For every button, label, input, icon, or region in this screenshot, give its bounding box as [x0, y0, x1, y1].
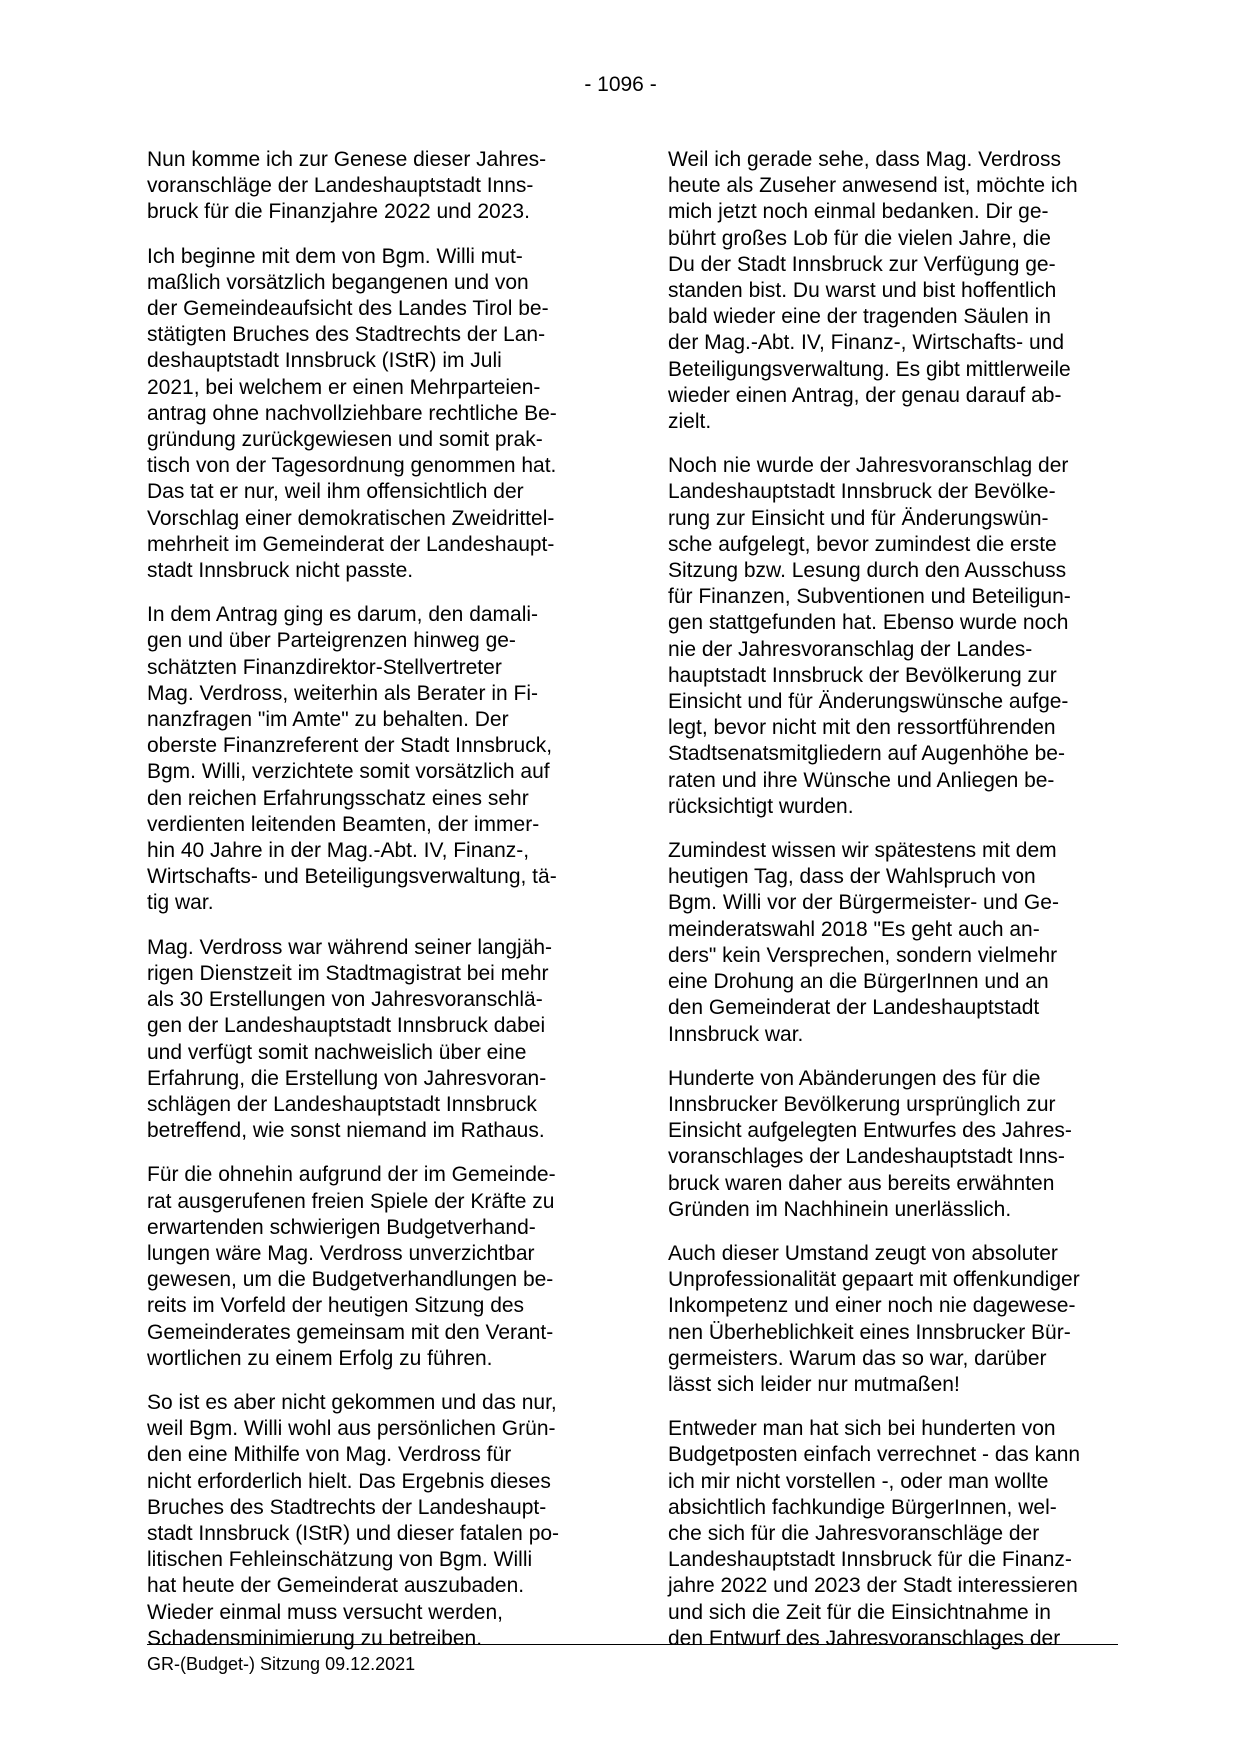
paragraph: Hunderte von Abänderungen des für die Innsbrucker Bevölkerung ursprünglich zur Einsicht aufgelegten Entwurfes des Jahres- voranschlages der Landeshauptstadt Inns- bruck waren daher aus bereits erwähnten Gründen im Nachhinein unerlässlich. — [668, 1066, 1072, 1221]
paragraph: Weil ich gerade sehe, dass Mag. Verdross heute als Zuseher anwesend ist, möchte ich mich jetzt noch einmal bedanken. Dir ge- bührt großes Lob für die vielen Jahre, die Du der Stadt Innsbruck zur Verfügung ge- standen bist. Du warst und bist hoffentlich bald wieder eine der tragenden Säulen in der Mag.-Abt. IV, Finanz-, Wirtschafts- und Beteiligungsverwaltung. Es gibt mittlerweile wieder einen Antrag, der genau darauf ab- zielt. — [668, 148, 1078, 434]
paragraph: Auch dieser Umstand zeugt von absoluter Unprofessionalität gepaart mit offenkundiger Inkompetenz und einer noch nie dagewese- nen Überheblichkeit eines Innsbrucker Bür- germeisters. Warum das so war, darüber lässt sich leider nur mutmaßen! — [668, 1241, 1080, 1396]
footer-session-label: GR-(Budget-) Sitzung 09.12.2021 — [147, 1654, 416, 1674]
left-column — [147, 147, 599, 1670]
paragraph: Zumindest wissen wir spätestens mit dem heutigen Tag, dass der Wahlspruch von Bgm. Willi vor der Bürgermeister- und Ge- meinderatswahl 2018 "Es geht auch an- ders" kein Versprechen, sondern vielmehr eine Drohung an die BürgerInnen und an den Gemeinderat der Landeshauptstadt Innsbruck war. — [668, 839, 1059, 1046]
paragraph: Mag. Verdross war während seiner langjäh- rigen Dienstzeit im Stadtmagistrat bei mehr als 30 Erstellungen von Jahresvoranschlä- gen der Landeshauptstadt Innsbruck dabei und verfügt somit nachweislich über eine Erfahrung, die Erstellung von Jahresvoran- schlägen der Landeshauptstadt Innsbruck betreffend, wie sonst niemand im Rathaus. — [147, 935, 553, 1143]
paragraph: In dem Antrag ging es darum, den damali- gen und über Parteigrenzen hinweg ge- schätzten Finanzdirektor-Stellvertreter Mag. Verdross, weiterhin als Berater in Fi- nanzfragen "im Amte" zu behalten. Der oberste Finanzreferent der Stadt Innsbruck, Bgm. Willi, verzichtete somit vorsätzlich auf den reichen Erfahrungsschatz eines sehr verdienten leitenden Beamten, der immer- hin 40 Jahre in der Mag.-Abt. IV, Finanz-, Wirtschafts- und Beteiligungsverwaltung, tä- tig war. — [147, 603, 557, 915]
paragraph: Für die ohnehin aufgrund der im Gemeinde- rat ausgerufenen freien Spiele der Kräfte zu erwartenden schwierigen Budgetverhand- lungen wäre Mag. Verdross unverzichtbar gewesen, um die Budgetverhandlungen be- reits im Vorfeld der heutigen Sitzung des Gemeinderates gemeinsam mit den Verant- wortlichen zu einem Erfolg zu führen. — [147, 1163, 556, 1370]
page-number: - 1096 - — [584, 73, 657, 96]
paragraph: Nun komme ich zur Genese dieser Jahres- voranschläge der Landeshauptstadt Inns- bruck für die Finanzjahre 2022 und 2023. — [147, 148, 547, 224]
paragraph: So ist es aber nicht gekommen und das nur, weil Bgm. Willi wohl aus persönlichen Grün- den eine Mithilfe von Mag. Verdross für nicht erforderlich hielt. Das Ergebnis dieses Bruches des Stadtrechts der Landeshaupt- stadt Innsbruck (IStR) und dieser fatalen po- litischen Fehleinschätzung von Bgm. Willi hat heute der Gemeinderat auszubaden. Wieder einmal muss versucht werden, Schadensminimierung zu betreiben. — [147, 1390, 560, 1650]
right-column — [668, 147, 1120, 1670]
footer-divider — [147, 1644, 1118, 1645]
paragraph: Noch nie wurde der Jahresvoranschlag der Landeshauptstadt Innsbruck der Bevölke- rung zur Einsicht und für Änderungswün- sche aufgelegt, bevor zumindest die erste Sitzung bzw. Lesung durch den Ausschuss für Finanzen, Subventionen und Beteiligun- gen stattgefunden hat. Ebenso wurde noch nie der Jahresvoranschlag der Landes- hauptstadt Innsbruck der Bevölkerung zur Einsicht und für Änderungswünsche aufge- legt, bevor nicht mit den ressortführenden Stadtsenatsmitgliedern auf Augenhöhe be- raten und ihre Wünsche und Anliegen be- rücksichtigt wurden. — [668, 454, 1071, 818]
paragraph: Entweder man hat sich bei hunderten von Budgetposten einfach verrechnet - das kann ich mir nicht vorstellen -, oder man wollte absichtlich fachkundige BürgerInnen, wel- che sich für die Jahresvoranschläge der Landeshauptstadt Innsbruck für die Finanz- jahre 2022 und 2023 der Stadt interessieren und sich die Zeit für die Einsichtnahme in den Entwurf des Jahresvoranschlages der — [668, 1417, 1081, 1650]
paragraph: Ich beginne mit dem von Bgm. Willi mut- maßlich vorsätzlich begangenen und von der Gemeindeaufsicht des Landes Tirol be- stätigten Bruches des Stadtrechts der Lan- deshauptstadt Innsbruck (IStR) im Juli 2021, bei welchem er einen Mehrparteien- antrag ohne nachvollziehbare rechtliche Be- gründung zurückgewiesen und somit prak- tisch von der Tagesordnung genommen hat. Das tat er nur, weil ihm offensichtlich der Vorschlag einer demokratischen Zweidrittel- mehrheit im Gemeinderat der Landeshaupt- stadt Innsbruck nicht passte. — [147, 244, 557, 583]
